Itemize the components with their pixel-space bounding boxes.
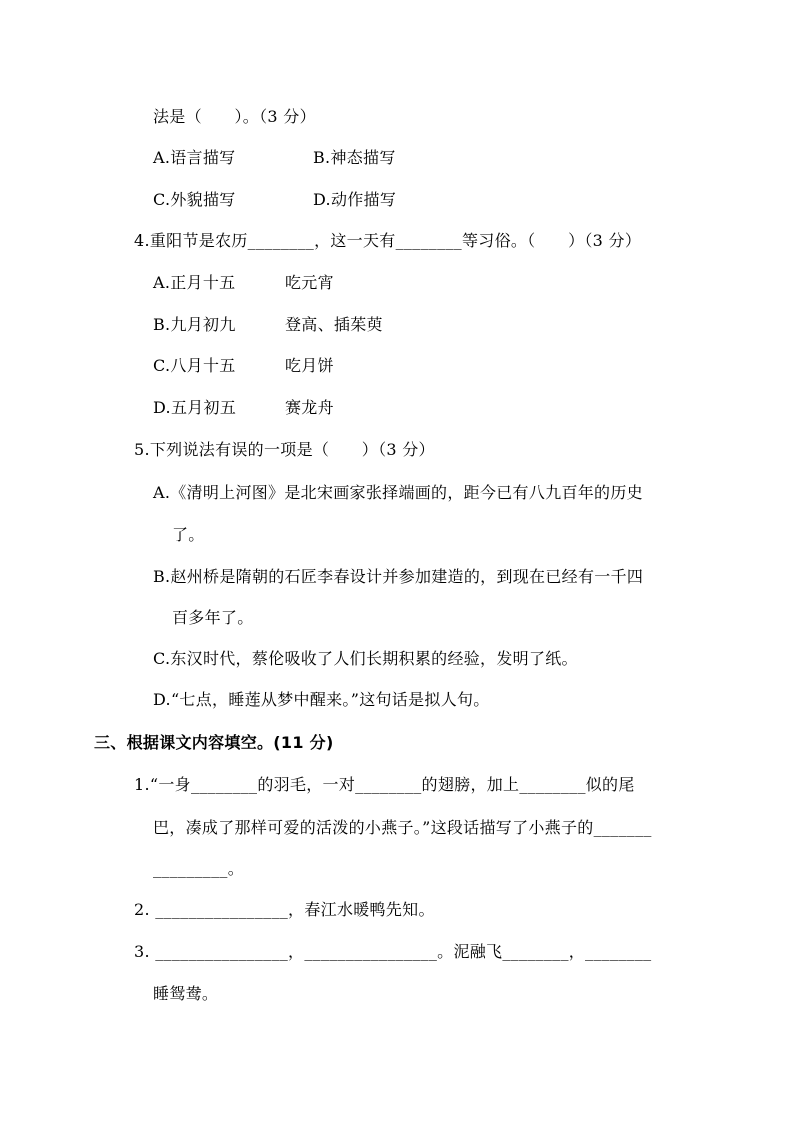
q5-option-b-line2: 百多年了。 xyxy=(172,608,254,627)
q5-option-d: D.“七点，睡莲从梦中醒来。”这句话是拟人句。 xyxy=(153,690,490,709)
q4-option-b-text: 登高、插茱萸 xyxy=(285,315,383,334)
q3-tail: 法是（ ）。（3 分） xyxy=(153,107,316,126)
q5-option-a-line2: 了。 xyxy=(172,525,205,544)
q5-option-c: C.东汉时代，蔡伦吸收了人们长期积累的经验，发明了纸。 xyxy=(153,649,578,668)
fill-item-3-line2: 睡鸳鸯。 xyxy=(153,984,219,1003)
fill-item-2: 2. ________________，春江水暖鸭先知。 xyxy=(134,900,435,919)
q4-option-b-label: B.九月初九 xyxy=(153,315,236,334)
fill-item-3-line1: 3. ________________，________________。泥融飞________，________ xyxy=(134,942,652,961)
q4-option-c-text: 吃月饼 xyxy=(285,356,334,375)
q3-option-a: A.语言描写 xyxy=(153,148,236,167)
q5-option-a-line1: A.《清明上河图》是北宋画家张择端画的，距今已有八九百年的历史 xyxy=(153,483,643,502)
q3-option-b: B.神态描写 xyxy=(313,148,396,167)
q3-option-d: D.动作描写 xyxy=(313,190,397,209)
q3-option-c: C.外貌描写 xyxy=(153,190,236,209)
q4-option-a-label: A.正月十五 xyxy=(153,273,236,292)
q4-option-a-text: 吃元宵 xyxy=(285,273,334,292)
q5-option-b-line1: B.赵州桥是隋朝的石匠李春设计并参加建造的，到现在已经有一千四 xyxy=(153,567,644,586)
fill-item-1-line2: 巴，凑成了那样可爱的活泼的小燕子。”这段话描写了小燕子的_______ xyxy=(153,818,652,837)
q4-stem: 4.重阳节是农历________，这一天有________等习俗。（ ）（3 分） xyxy=(134,231,642,250)
section-3-title: 三、根据课文内容填空。(11 分) xyxy=(94,733,334,752)
fill-item-1-line3: _________。 xyxy=(153,859,244,878)
fill-item-1-line1: 1.“一身________的羽毛，一对________的翅膀，加上________似的尾 xyxy=(134,775,635,794)
q4-option-c-label: C.八月十五 xyxy=(153,356,236,375)
q4-option-d-text: 赛龙舟 xyxy=(285,398,334,417)
q4-option-d-label: D.五月初五 xyxy=(153,398,237,417)
q5-stem: 5.下列说法有误的一项是（ ）（3 分） xyxy=(134,440,435,459)
